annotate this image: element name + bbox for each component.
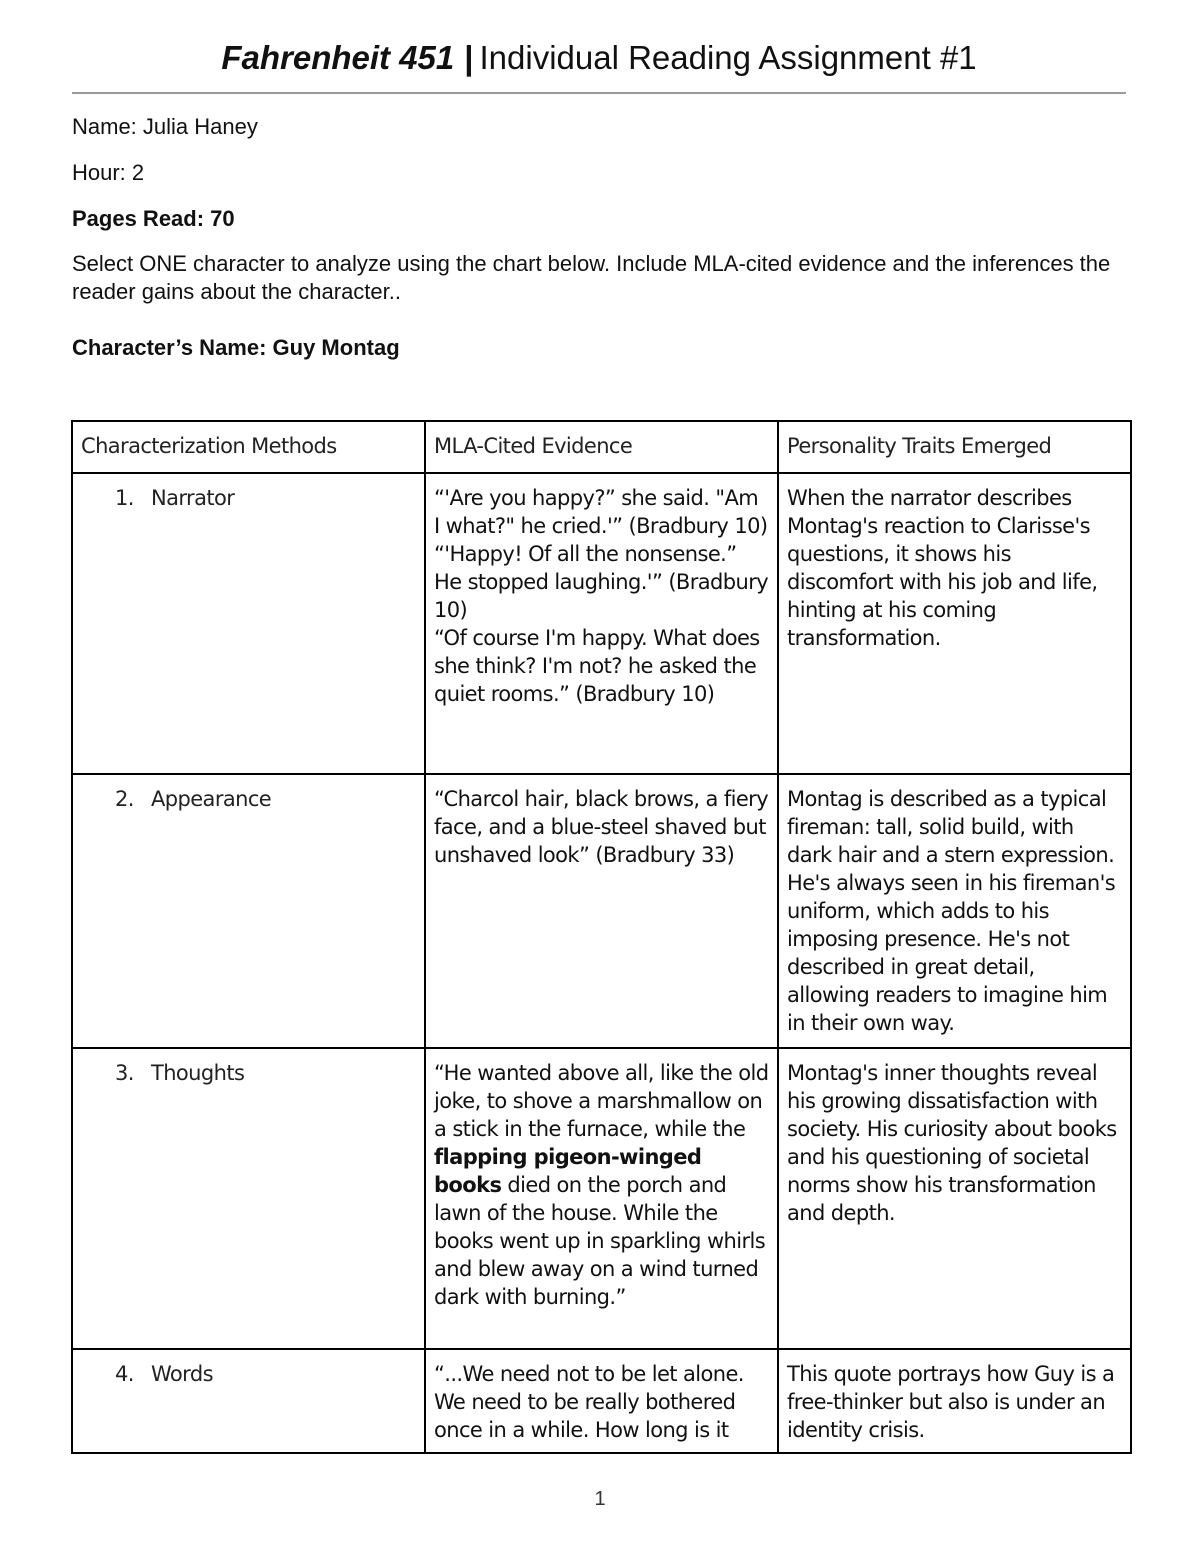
method-cell	[72, 473, 425, 774]
pages-read: Pages Read: 70	[72, 206, 235, 231]
evidence-text-before: “He wanted above all, like the old joke, to shove a marshmallow on a stick in the furnace, while the	[434, 1061, 769, 1141]
header-evidence: MLA-Cited Evidence	[425, 421, 778, 473]
evidence-cell: “Charcol hair, black brows, a fiery face, and a blue-steel shaved but unshaved look” (Bradbury 33)	[425, 774, 778, 1048]
evidence-bold-phrase: flapping pigeon-winged books	[434, 1145, 702, 1197]
table-row	[72, 774, 1131, 1048]
method-cell	[72, 1349, 425, 1453]
book-title: Fahrenheit 451	[221, 39, 455, 76]
method-label: Thoughts	[151, 1061, 245, 1085]
row-number: 4.	[115, 1362, 134, 1386]
row-number: 3.	[115, 1061, 134, 1085]
table-header-row	[72, 421, 1131, 473]
header-methods: Characterization Methods	[72, 421, 425, 473]
characterization-chart	[71, 420, 1132, 1454]
evidence-cell	[425, 473, 778, 774]
table-row	[72, 473, 1131, 774]
title-separator: |	[464, 39, 474, 76]
evidence-cell: “...We need not to be let alone. We need to be really bothered once in a while. How long is it	[425, 1349, 778, 1453]
traits-cell: This quote portrays how Guy is a free-thinker but also is under an identity crisis.	[778, 1349, 1131, 1453]
method-label: Narrator	[151, 486, 235, 510]
method-label: Words	[151, 1362, 213, 1386]
method-label: Appearance	[151, 787, 272, 811]
header-divider	[72, 92, 1126, 94]
student-hour: Hour: 2	[72, 160, 145, 185]
traits-cell: Montag's inner thoughts reveal his growing dissatisfaction with society. His curiosity about books and his questioning of societal norms show his transformation and depth.	[778, 1048, 1131, 1349]
evidence-text-after: died on the porch and lawn of the house. While the books went up in sparkling whirls and blew away on a wind turned dark with burning.”	[434, 1173, 766, 1309]
assignment-title: Individual Reading Assignment #1	[479, 39, 977, 76]
page-number: 1	[594, 1488, 606, 1510]
table-row	[72, 1048, 1131, 1349]
document-title	[72, 36, 1126, 80]
character-name: Character’s Name: Guy Montag	[72, 335, 400, 360]
traits-cell: Montag is described as a typical fireman: tall, solid build, with dark hair and a stern expression. He's always seen in his fireman's uniform, which adds to his imposing presence. He's not described in great detail, allowing readers to imagine him in their own way.	[778, 774, 1131, 1048]
table-row	[72, 1349, 1131, 1453]
evidence-cell	[425, 1048, 778, 1349]
method-cell	[72, 774, 425, 1048]
row-number: 1.	[115, 486, 134, 510]
student-name: Name: Julia Haney	[72, 114, 258, 139]
evidence-text-narrator: “'Are you happy?” she said. "Am I what?" he cried.'” (Bradbury 10) “'Happy! Of all the nonsense.” He stopped laughing.'” (Bradbury 10) “Of course I'm happy. What does she think? I'm not? he asked the quiet rooms.” (Bradbury 10)	[434, 486, 769, 706]
traits-cell: When the narrator describes Montag's reaction to Clarisse's questions, it shows his discomfort with his job and life, hinting at his coming transformation.	[778, 473, 1131, 774]
header-traits: Personality Traits Emerged	[778, 421, 1131, 473]
instructions: Select ONE character to analyze using the chart below. Include MLA-cited evidence and the inferences the reader gains about the character..	[72, 251, 1111, 304]
method-cell	[72, 1048, 425, 1349]
row-number: 2.	[115, 787, 134, 811]
